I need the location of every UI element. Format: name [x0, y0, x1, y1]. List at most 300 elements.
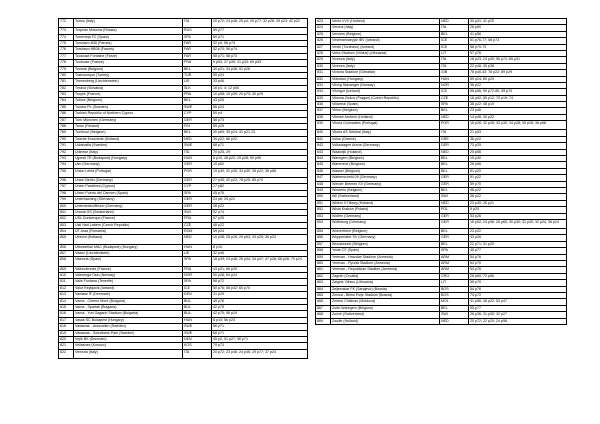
country-code: GER: [183, 203, 212, 209]
country-code: NOR: [440, 82, 469, 88]
entry-number: 808: [59, 257, 74, 266]
country-code: NED: [440, 114, 469, 120]
venue-name: Vitoria AS Setúbal (Italy): [331, 130, 440, 136]
venue-name: Unterrieden/Brunn (Germany): [74, 203, 183, 209]
entry-number: 805: [59, 235, 74, 244]
country-code: BEL: [440, 241, 469, 247]
venue-name: Union Paralimni (Cyprus): [74, 184, 183, 190]
country-code: ITA: [183, 19, 212, 28]
page-references: 26 p60; 72 p56: [469, 273, 567, 279]
venue-name: Yerevan - Pyunik Stadium (Armenia): [331, 261, 440, 267]
entry-number: 778: [59, 60, 74, 66]
page-references: 53 p26: [469, 213, 567, 219]
venue-name: Vitoria Guimarães (Portugal): [331, 121, 440, 130]
page-references: 59 p70: [469, 181, 567, 187]
venue-name: Vejle BK (Denmark): [74, 336, 183, 342]
venue-name: Vicenza (Italy): [331, 63, 440, 69]
country-code: LIT: [440, 280, 469, 286]
entry-number: 794: [59, 162, 74, 168]
country-code: NED: [440, 149, 469, 155]
page-references: 16 p26; 32 p26; 33 p30; 34 p28; 35 p28; 38 p68: [469, 121, 567, 130]
country-code: ROM: [183, 229, 212, 235]
page-references: 8 p10; 28 p22; 29 p28; 50 p95: [212, 156, 308, 162]
country-code: GER: [440, 213, 469, 219]
venue-name: Zenica - Bilino Polje Stadium (Bosnia): [331, 293, 440, 299]
entry-number: 803: [59, 222, 74, 228]
page-references: 55 p77: [212, 28, 308, 34]
entry-number: 774: [59, 34, 74, 40]
entry-number: 791: [59, 143, 74, 149]
entry-number: 793: [59, 156, 74, 162]
page-references: 51 p76-77; 58 p73: [469, 38, 567, 44]
venue-name: Utrecht (Holland): [74, 235, 183, 244]
entry-number: 810: [59, 273, 74, 279]
venue-name: Yerevan - Republican Stadium (Armenia): [331, 267, 440, 273]
entry-number: 830: [316, 63, 331, 69]
page-references: 45 p77: [469, 248, 567, 254]
entry-number: 797: [59, 184, 74, 190]
entry-number: 827: [316, 44, 331, 50]
country-code: BOS: [440, 293, 469, 299]
venue-name: Vellasnes (Kosovo): [74, 343, 183, 349]
index-row: [59, 19, 308, 28]
country-code: FAR: [183, 40, 212, 46]
venue-name: Vestri (Tórshavn) (Iceland): [331, 44, 440, 50]
page-references: 54 p76: [469, 286, 567, 292]
page-references: 45 p2; 51 p27; 56 p71: [212, 336, 308, 342]
page-references: 58 p70-73: [469, 44, 567, 50]
page-references: 78 p40-43; 78 p22; 89 p29: [469, 70, 567, 76]
country-code: SWE: [183, 330, 212, 336]
country-code: MOL: [440, 299, 469, 305]
page-references: 57 p76: [469, 50, 567, 56]
country-code: FAR: [183, 47, 212, 53]
page-references: 36 p22: [469, 194, 567, 200]
country-code: NED: [440, 318, 469, 324]
venue-name: Torino (Italy): [74, 19, 183, 28]
venue-name: Waalwijk (Holland): [331, 149, 440, 155]
venue-name: Valur Reykjavik (Iceland): [74, 285, 183, 291]
entry-number: 815: [59, 304, 74, 310]
venue-name: Zulte-Waregem (Belgium): [331, 305, 440, 311]
page-references: 10 p58; 19 p39; 20 p73; 30 p29: [212, 92, 308, 98]
page-references: 56 p71: [212, 324, 308, 330]
country-code: ITA: [183, 149, 212, 155]
entry-number: 777: [59, 53, 74, 59]
page-references: 32 p46: [212, 251, 308, 257]
page-references: 23 p30; 26 p21: [469, 200, 567, 206]
index-table-right: [315, 18, 567, 325]
country-code: RUS: [183, 28, 212, 34]
venue-name: Tournai (Belgium): [74, 66, 183, 72]
country-code: HUN: [440, 76, 469, 82]
entry-number: 789: [59, 130, 74, 136]
page-references: 52 p70; 56 p74: [212, 47, 308, 53]
country-code: GER: [440, 181, 469, 187]
country-code: FRA: [183, 92, 212, 98]
page-references: 16 p52; 24 p56; 26 p60; 30 p30; 31 p30; 32 p24; 36 p24: [469, 219, 567, 228]
venue-name: Zagreb (Croatia): [331, 273, 440, 279]
page-references: 70 p25- 29: [212, 149, 308, 155]
country-code: GER: [440, 175, 469, 181]
country-code: ITA: [183, 349, 212, 358]
entry-number: 864: [316, 286, 331, 292]
entry-number: 863: [316, 280, 331, 286]
country-code: SWI: [440, 312, 469, 318]
country-code: ICE: [440, 44, 469, 50]
entry-number: 860: [316, 261, 331, 267]
country-code: SWE: [183, 104, 212, 110]
country-code: GER: [440, 219, 469, 228]
page-references: 54 p76: [469, 267, 567, 273]
entry-number: 784: [59, 98, 74, 104]
page-references: 59 p71: [212, 34, 308, 40]
page-references: 23 p6; 25 p21: [212, 197, 308, 203]
page-references: 10 p62: [212, 162, 308, 168]
entry-number: 802: [59, 216, 74, 222]
country-code: SPA: [183, 257, 212, 266]
entry-number: 831: [316, 70, 331, 76]
entry-number: 868: [316, 312, 331, 318]
country-code: SPA: [183, 34, 212, 40]
page-references: 21 p53: [469, 130, 567, 136]
venue-name: Union Leiria (Portugal): [74, 168, 183, 177]
page-references: 33 p46: [212, 79, 308, 85]
country-code: ICE: [440, 89, 469, 95]
venue-name: Willem II Tilburg (Holland): [331, 200, 440, 206]
page-references: 17 p82: [212, 184, 308, 190]
venue-name: Turkish Republic of Northern Cyprus: [74, 111, 183, 117]
page-references: 59 p24: [212, 229, 308, 235]
country-code: FRA: [183, 216, 212, 222]
entry-number: 781: [59, 79, 74, 85]
entry-number: 780: [59, 72, 74, 78]
venue-name: Troyes (France): [74, 92, 183, 98]
venue-name: Virton (Belgium): [331, 108, 440, 114]
venue-name: Wassel (Belgium): [331, 168, 440, 174]
entry-number: 867: [316, 305, 331, 311]
venue-name: Viktoria Zizkov (Prague) (Czech Republic): [331, 95, 440, 101]
entry-number: 812: [59, 285, 74, 291]
country-code: NED: [440, 200, 469, 206]
venue-name: Verviers (Belgium): [331, 31, 440, 37]
country-code: BOS: [440, 286, 469, 292]
page-references: 52 p74: [212, 209, 308, 215]
entry-number: 817: [59, 317, 74, 323]
venue-name: Valenciennes (France): [74, 266, 183, 272]
entry-number: 848: [316, 181, 331, 187]
venue-name: Wisla Krakow (Poland): [331, 207, 440, 213]
page-references: 8 p10; 56 p24: [212, 317, 308, 323]
page-references: 8 p10: [212, 244, 308, 250]
page-references: 67 p25: [212, 216, 308, 222]
venue-name: Waremme (Belgium): [331, 162, 440, 168]
page-references: 43 p21; 66 p29: [212, 266, 308, 272]
page-references: 31 p29: [212, 292, 308, 298]
venue-name: Volos (Greece): [331, 136, 440, 142]
entry-number: 816: [59, 311, 74, 317]
country-code: ARM: [440, 261, 469, 267]
country-code: SLK: [183, 85, 212, 91]
country-code: GER: [183, 197, 212, 203]
page-references: 23 p22: [469, 229, 567, 235]
country-code: GER: [183, 117, 212, 123]
page-references: 68 p71: [212, 330, 308, 336]
entry-number: 832: [316, 76, 331, 82]
country-code: FIN: [183, 124, 212, 130]
country-code: NED: [183, 136, 212, 142]
entry-number: 852: [316, 207, 331, 213]
entry-number: 847: [316, 175, 331, 181]
venue-name: Trabzonspor (Turkey): [74, 72, 183, 78]
page-references: 22 p46; 30 p38: [469, 63, 567, 69]
venue-name: Varna - Cherno More (Bulgaria): [74, 298, 183, 304]
entry-number: 785: [59, 104, 74, 110]
venue-name: Turn München (Germany): [74, 117, 183, 123]
entry-number: 800: [59, 203, 74, 209]
page-references: 48 p22: [469, 187, 567, 193]
country-code: SPA: [440, 102, 469, 108]
country-code: NED: [440, 19, 469, 25]
venue-name: Vestmannaeyjar IBV (Iceland): [331, 38, 440, 44]
venue-name: Valerenga Oslo (Norway): [74, 273, 183, 279]
country-code: ITA: [440, 25, 469, 31]
entry-number: 782: [59, 85, 74, 91]
entry-number: 825: [316, 31, 331, 37]
entry-number: 857: [316, 241, 331, 247]
country-code: ITA: [440, 57, 469, 63]
country-code: BUL: [183, 311, 212, 317]
index-row: [59, 349, 308, 358]
country-code: BUL: [183, 304, 212, 310]
country-code: BEL: [440, 229, 469, 235]
venue-name: Valle Fontana (Tenerife): [74, 279, 183, 285]
country-code: ITA: [440, 130, 469, 136]
page-references: 35 p22; 66 p22: [212, 136, 308, 142]
page-references: 54 p76: [469, 254, 567, 260]
country-code: GIB: [440, 70, 469, 76]
entry-number: 801: [59, 209, 74, 215]
page-references: 45 p76: [212, 190, 308, 196]
venue-name: Toulouse (France): [74, 60, 183, 66]
page-references: 25 p56: [469, 149, 567, 155]
country-code: ARM: [440, 254, 469, 260]
country-code: ICE: [183, 285, 212, 291]
entry-number: 796: [59, 177, 74, 183]
page-references: 51 p20: [469, 168, 567, 174]
country-code: CZE: [183, 222, 212, 228]
venue-name: Union Puerto del Carmen (Spain): [74, 190, 183, 196]
page-references: 58 p73: [212, 117, 308, 123]
page-references: 30 p31; 41 p20: [469, 19, 567, 25]
country-code: BEL: [440, 108, 469, 114]
entry-number: 814: [59, 298, 74, 304]
page-references: 41 p56; 48 p22; 53 p47: [469, 299, 567, 305]
entry-number: 829: [316, 57, 331, 63]
country-code: SWE: [183, 143, 212, 149]
entry-number: 798: [59, 190, 74, 196]
page-references: 50 p28; 54 p24: [212, 273, 308, 279]
entry-number: 862: [316, 273, 331, 279]
page-references: 27 p45; 42 p22; 78 p25; 85 p70: [212, 177, 308, 183]
entry-number: 841: [316, 136, 331, 142]
page-references: 38 p22; 48 p19: [469, 102, 567, 108]
venue-name: Triesenberg (Liechtenstein): [74, 79, 183, 85]
page-references: 23 p46: [469, 108, 567, 114]
venue-name: Vitesse Arnhem (Holland): [331, 114, 440, 120]
venue-name: Videoton (Hungary): [331, 76, 440, 82]
page-references: 41 p56: [469, 31, 567, 37]
page-references: 74 p72: [469, 293, 567, 299]
entry-number: 844: [316, 156, 331, 162]
entry-number: 772: [59, 19, 74, 28]
country-code: KOS: [183, 343, 212, 349]
entry-number: 866: [316, 299, 331, 305]
page-references: 30 p69; 39 p24; 41 p21 23: [212, 130, 308, 136]
country-code: CYP: [183, 111, 212, 117]
page-references: 19 p30: [469, 156, 567, 162]
venue-name: Wil (Switzerland): [331, 194, 440, 200]
entry-number: 821: [59, 343, 74, 349]
index-row: [59, 168, 308, 177]
country-code: SWI: [183, 209, 212, 215]
venue-name: Waregem (Belgium): [331, 156, 440, 162]
page-references: 19 p30; 32 p30; 33 p30; 35 p22; 38 p68: [212, 168, 308, 177]
country-code: BEL: [440, 305, 469, 311]
page-references: 73 p25: [469, 143, 567, 149]
venue-name: Vicenza (Italy): [331, 57, 440, 63]
page-references: 51 p22: [469, 175, 567, 181]
page-references: 38 p22: [212, 203, 308, 209]
country-code: BUL: [183, 298, 212, 304]
venue-name: Torshavn B36 (Faroes): [74, 40, 183, 46]
venue-name: Verona (Italy): [331, 25, 440, 31]
page-references: 36 p22: [469, 82, 567, 88]
venue-name: Wattenscheid 09 (Germany): [331, 175, 440, 181]
country-code: GER: [183, 162, 212, 168]
country-code: NED: [183, 235, 212, 244]
country-code: SPA: [440, 248, 469, 254]
country-code: FRA: [183, 60, 212, 66]
venue-name: Udinese (Italy): [74, 149, 183, 155]
entry-number: 869: [316, 318, 331, 324]
page-references: 43 p26: [469, 235, 567, 241]
entry-number: 837: [316, 108, 331, 114]
page-references: 14 p46; 30 p22: [469, 114, 567, 120]
entry-number: 811: [59, 279, 74, 285]
venue-name: Zeljeznicar FK (Sarajevo) (Bosnia): [331, 286, 440, 292]
country-code: SPA: [183, 190, 212, 196]
entry-number: 834: [316, 89, 331, 95]
entry-number: 776: [59, 47, 74, 53]
entry-number: 858: [316, 248, 331, 254]
venue-name: Union Berlin (Germany): [74, 177, 183, 183]
entry-number: 806: [59, 244, 74, 250]
venue-name: Vikingur (Iceland): [331, 89, 440, 95]
entry-number: 795: [59, 168, 74, 177]
page-references: 54 p70: [469, 261, 567, 267]
entry-number: 838: [316, 114, 331, 120]
venue-name: Varna - Yuri Gagarin Stadium (Bulgaria): [74, 311, 183, 317]
page-references: 58 p71; 58 p73: [212, 53, 308, 59]
venue-name: Zurich (Switzerland): [331, 312, 440, 318]
country-code: DEN: [183, 292, 212, 298]
venue-name: Villarreal (Spain): [331, 102, 440, 108]
venue-name: Ujpesti TE (Budapest) (Hungary): [74, 156, 183, 162]
entry-number: 842: [316, 143, 331, 149]
page-references: 18 p39; 24 p46; 25 p34; 34 p47; 47 p28; 68 p28; 70 p24: [212, 257, 308, 266]
country-code: HUN: [183, 317, 212, 323]
country-code: BEL: [440, 31, 469, 37]
index-row: [316, 121, 567, 130]
country-code: CZE: [440, 95, 469, 101]
entry-number: 839: [316, 121, 331, 130]
entry-number: 851: [316, 200, 331, 206]
venue-name: Tubize (Belgium): [74, 98, 183, 104]
page-references: 58 p56; 59 p72-80; 59 p70: [469, 89, 567, 95]
venue-name: Turnhout (Belgium): [74, 130, 183, 136]
venue-name: Unterhaching (Germany): [74, 197, 183, 203]
venue-name: Twente Enschede (Holland): [74, 136, 183, 142]
venue-name: Yerevan - Hrazdan Stadium (Armenia): [331, 254, 440, 260]
page-references: 42 p75; 56 p24: [212, 311, 308, 317]
entry-number: 807: [59, 251, 74, 257]
entry-number: 828: [316, 50, 331, 56]
entry-number: 792: [59, 149, 74, 155]
venue-name: Uddevalla (Sweden): [74, 143, 183, 149]
page-references: 50 p76; 58 p32; 60 p70: [212, 285, 308, 291]
page-references: 20 p72; 22 p20; 24 p58: [469, 318, 567, 324]
country-code: SWE: [183, 324, 212, 330]
country-code: POR: [440, 121, 469, 130]
page-references: 32 p0; 56 p74: [212, 40, 308, 46]
entry-number: 843: [316, 149, 331, 155]
venue-name: Volkswagen Arena (Germany): [331, 143, 440, 149]
entry-number: 855: [316, 229, 331, 235]
entry-number: 823: [316, 19, 331, 25]
venue-name: Toulouse Fontaine (Faroe): [74, 53, 183, 59]
entry-number: 809: [59, 266, 74, 272]
country-code: HUN: [183, 244, 212, 250]
entry-number: 813: [59, 292, 74, 298]
country-code: GRE: [440, 136, 469, 142]
country-code: FAR: [183, 53, 212, 59]
venue-name: Urania GS (Switzerland): [74, 209, 183, 215]
entry-number: 845: [316, 162, 331, 168]
country-code: POL: [440, 207, 469, 213]
venue-name: Venlo VVV (Holland): [331, 19, 440, 25]
page-references: 22 p71; 31 p20: [469, 241, 567, 247]
entry-number: 836: [316, 102, 331, 108]
entry-number: 775: [59, 40, 74, 46]
country-code: LIT: [440, 50, 469, 56]
country-code: POR: [183, 168, 212, 177]
venue-name: Wuustwezel (Belgium): [331, 241, 440, 247]
country-code: BEL: [440, 168, 469, 174]
country-code: HUN: [183, 156, 212, 162]
entry-number: 786: [59, 111, 74, 117]
page-references: 20 p72; 24 p46; 25 p4; 29 p77; 32 p28; 39 p23; 42 p22: [212, 19, 308, 28]
venue-name: Vasas SC Budapest (Hungary): [74, 317, 183, 323]
entry-number: 850: [316, 194, 331, 200]
entry-number: 853: [316, 213, 331, 219]
entry-number: 783: [59, 92, 74, 98]
country-code: DEN: [183, 336, 212, 342]
venue-name: Torpedo Moscow (Russia): [74, 28, 183, 34]
entry-number: 822: [59, 349, 74, 358]
page-references: 5 p20: [469, 207, 567, 213]
entry-number: 819: [59, 330, 74, 336]
